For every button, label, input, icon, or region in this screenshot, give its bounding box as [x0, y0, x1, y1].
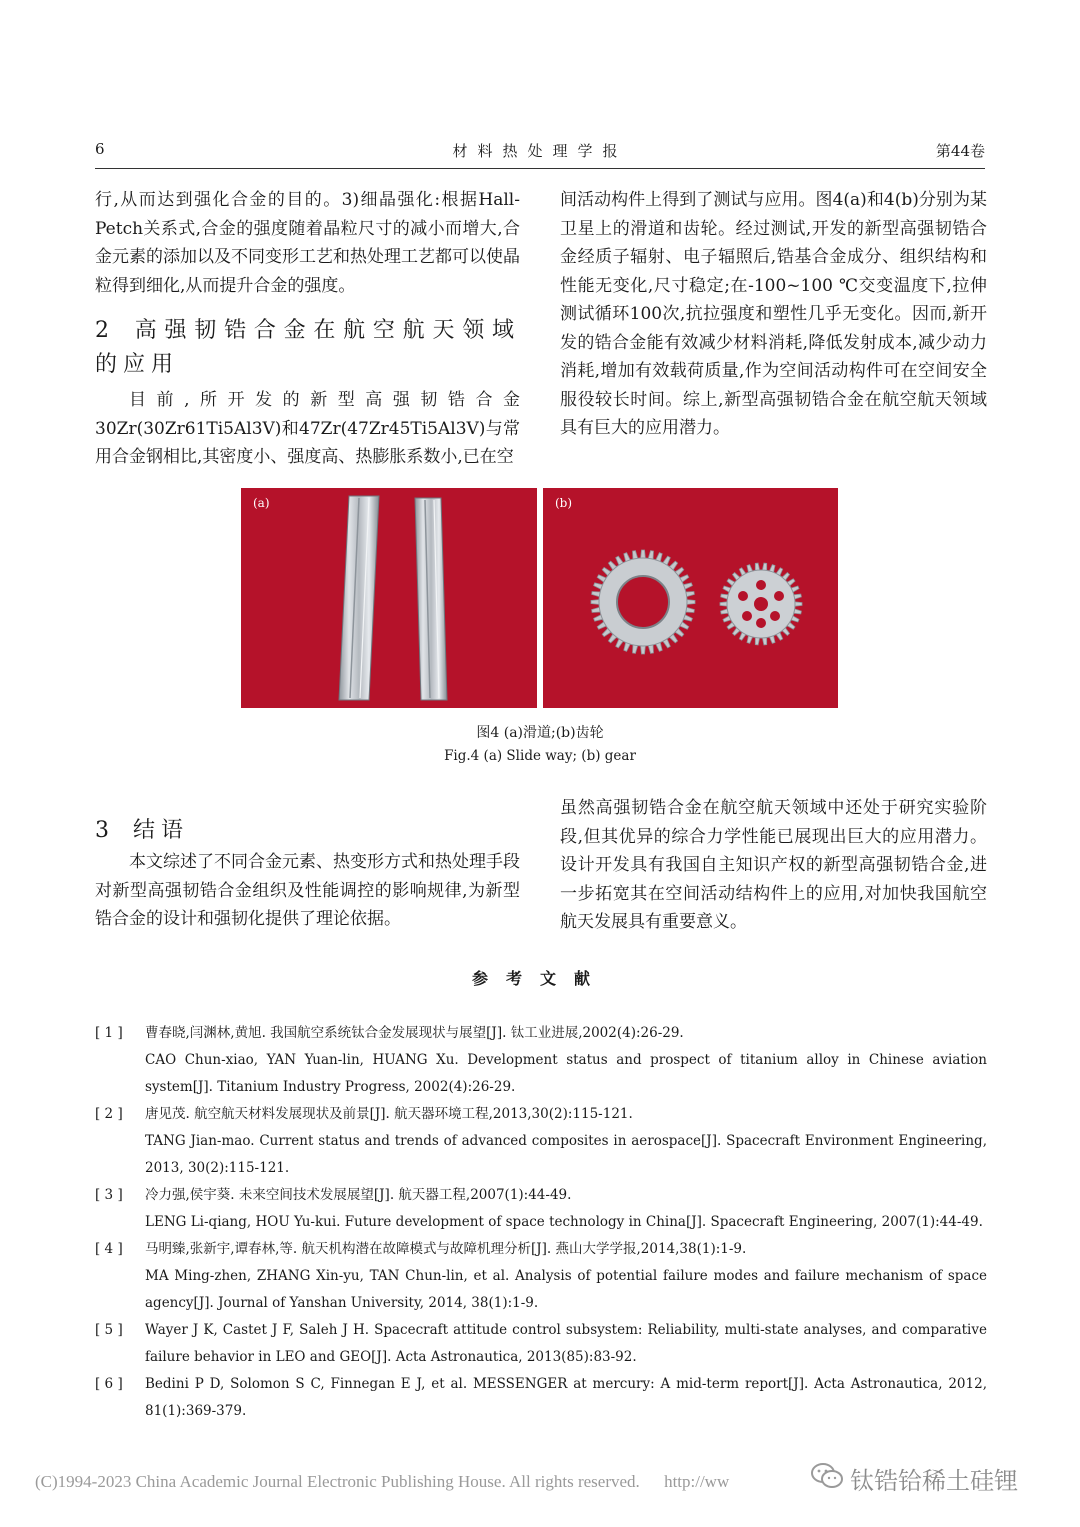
- reference-body: [145, 1182, 987, 1236]
- volume-number: 第44卷: [935, 142, 985, 160]
- reference-line: 曹春晓,闫渊林,黄旭. 我国航空系统钛合金发展现状与展望[J]. 钛工业进展,2002(4):26-29.: [145, 1025, 684, 1041]
- footer-url[interactable]: http://ww: [664, 1472, 730, 1491]
- reference-line: Wayer J K, Castet J F, Saleh J H. Spacecraft attitude control subsystem: Reliability, multi-state analyses, and comparative failure behavior in LEO and GEO[J]. Acta Astronautica, 2013(85):83-92.: [145, 1322, 987, 1365]
- reference-body: [145, 1101, 987, 1182]
- watermark: [810, 1461, 1018, 1496]
- reference-number: [ 6 ]: [95, 1376, 123, 1392]
- reference-item: [95, 1236, 987, 1317]
- reference-number: [ 1 ]: [95, 1025, 123, 1041]
- reference-number: [ 2 ]: [95, 1106, 123, 1122]
- reference-line: MA Ming-zhen, ZHANG Xin-yu, TAN Chun-lin, et al. Analysis of potential failure modes and failure mechanism of space agency[J]. Journal of Yanshan University, 2014, 38(1):1-9.: [145, 1268, 987, 1311]
- section-number: 2: [95, 318, 109, 343]
- page-number: 6: [95, 140, 105, 158]
- section-number: 3: [95, 818, 109, 843]
- reference-line: CAO Chun-xiao, YAN Yuan-lin, HUANG Xu. Development status and prospect of titanium alloy in Chinese aviation system[J]. Titanium Industry Progress, 2002(4):26-29.: [145, 1052, 987, 1095]
- reference-line: Bedini P D, Solomon S C, Finnegan E J, et al. MESSENGER at mercury: A mid-term report[J]. Acta Astronautica, 2012, 81(1):369-379.: [145, 1376, 987, 1419]
- section3-left: [95, 814, 520, 934]
- copyright-text: (C)1994-2023 China Academic Journal Electronic Publishing House. All rights reserved.: [35, 1472, 640, 1491]
- reference-line: 马明臻,张新宇,谭春林,等. 航天机构潜在故障模式与故障机理分析[J]. 燕山大学学报,2014,38(1):1-9.: [145, 1241, 747, 1257]
- watermark-text: 钛锆铪稀土硅锂: [850, 1467, 1018, 1495]
- reference-body: [145, 1371, 987, 1425]
- left-column: [95, 186, 520, 472]
- figure-panel-b: [543, 488, 838, 708]
- panel-label: (a): [253, 496, 270, 510]
- reference-body: [145, 1317, 987, 1371]
- running-header: [95, 140, 985, 166]
- reference-number: [ 4 ]: [95, 1241, 123, 1257]
- paragraph: 虽然高强韧锆合金在航空航天领域中还处于研究实验阶段,但其优异的综合力学性能已展现出巨大的应用潜力。设计开发具有我国自主知识产权的新型高强韧锆合金,进一步拓宽其在空间活动结构件上的应用,对加快我国航空航天发展具有重要意义。: [560, 798, 987, 932]
- reference-line: 唐见茂. 航空航天材料发展现状及前景[J]. 航天器环境工程,2013,30(2):115-121.: [145, 1106, 633, 1122]
- wechat-icon: [810, 1462, 844, 1496]
- reference-item: [95, 1371, 987, 1425]
- paragraph: 本文综述了不同合金元素、热变形方式和热处理手段对新型高强韧锆合金组织及性能调控的影响规律,为新型锆合金的设计和强韧化提供了理论依据。: [95, 852, 520, 929]
- reference-body: [145, 1236, 987, 1317]
- reference-item: [95, 1101, 987, 1182]
- panel-label: (b): [555, 496, 573, 510]
- gear-image: [543, 488, 838, 708]
- section3-right: [560, 794, 987, 937]
- reference-list: [95, 1020, 987, 1425]
- section-title: 高强韧锆合金在航空航天领域的应用: [95, 318, 520, 377]
- copyright-footer: [35, 1472, 729, 1492]
- figure-caption-cn: 图4 (a)滑道;(b)齿轮: [476, 725, 604, 741]
- right-column: [560, 186, 987, 443]
- reference-item: [95, 1317, 987, 1371]
- header-rule: [95, 168, 985, 169]
- reference-line: TANG Jian-mao. Current status and trends of advanced composites in aerospace[J]. Spacecraft Environment Engineering, 2013, 30(2):115-121.: [145, 1133, 987, 1176]
- journal-title: 材料热处理学报: [452, 142, 628, 160]
- reference-item: [95, 1182, 987, 1236]
- section-title: 结语: [133, 818, 190, 843]
- slide-way-image: [241, 488, 537, 708]
- section-heading: [95, 814, 520, 848]
- reference-line: 冷力强,侯宇葵. 未来空间技术发展展望[J]. 航天器工程,2007(1):44-49.: [145, 1187, 572, 1203]
- paragraph: 间活动构件上得到了测试与应用。图4(a)和4(b)分别为某卫星上的滑道和齿轮。经过测试,开发的新型高强韧锆合金经质子辐射、电子辐照后,锆基合金成分、组织结构和性能无变化,尺寸稳定;在-100~100 ℃交变温度下,拉伸测试循环100次,抗拉强度和塑性几乎无变化。因而,新开发的锆合金能有效减少材料消耗,降低发射成本,减少动力消耗,增加有效载荷质量,作为空间活动构件可在空间安全服役较长时间。综上,新型高强韧锆合金在航空航天领域具有巨大的应用潜力。: [560, 190, 987, 438]
- reference-number: [ 3 ]: [95, 1187, 123, 1203]
- reference-number: [ 5 ]: [95, 1322, 123, 1338]
- reference-body: [145, 1020, 987, 1101]
- figure-caption-en: Fig.4 (a) Slide way; (b) gear: [444, 748, 636, 764]
- section-heading: [95, 314, 520, 382]
- reference-line: LENG Li-qiang, HOU Yu-kui. Future development of space technology in China[J]. Spacecraft Engineering, 2007(1):44-49.: [145, 1214, 983, 1230]
- reference-item: [95, 1020, 987, 1101]
- paragraph: 行,从而达到强化合金的目的。3)细晶强化:根据Hall-Petch关系式,合金的强度随着晶粒尺寸的减小而增大,合金元素的添加以及不同变形工艺和热处理工艺都可以使晶粒得到细化,从而提升合金的强度。: [95, 190, 520, 296]
- paragraph: 目前,所开发的新型高强韧锆合金30Zr(30Zr61Ti5Al3V)和47Zr(47Zr45Ti5Al3V)与常用合金钢相比,其密度小、强度高、热膨胀系数小,已在空: [95, 390, 520, 467]
- figure-panel-a: [241, 488, 537, 708]
- references-title: 参考文献: [471, 969, 608, 988]
